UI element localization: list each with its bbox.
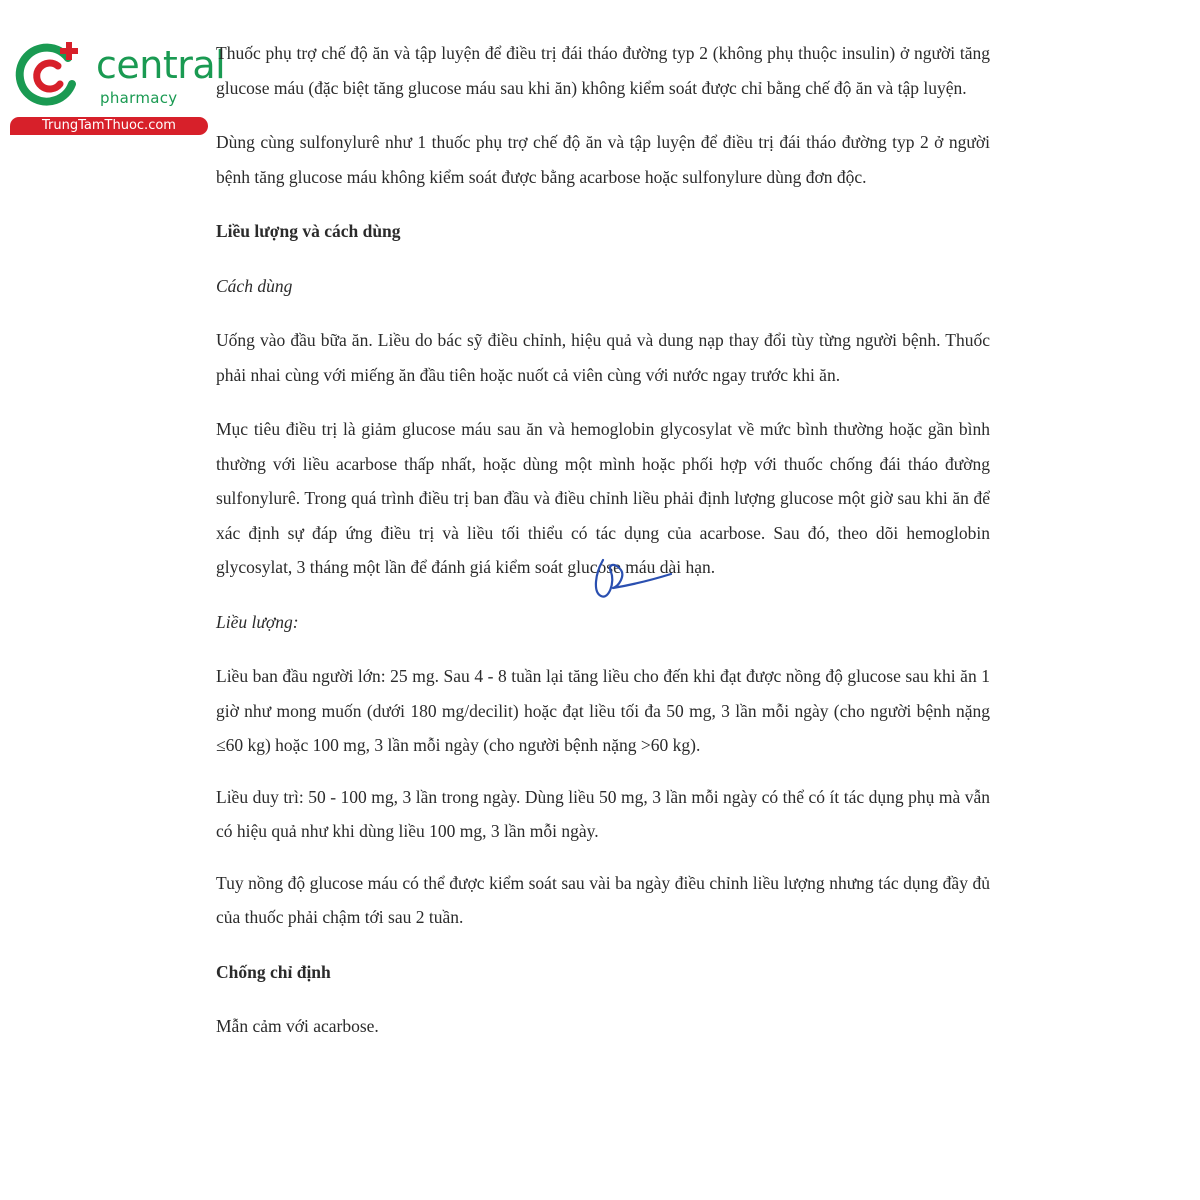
paragraph-maintenance-dose: Liều duy trì: 50 - 100 mg, 3 lần trong ngày. Dùng liều 50 mg, 3 lần mỗi ngày có thể có ít tác dụng phụ mà vẫn có hiệu quả như khi dùng liều 100 mg, 3 lần mỗi ngày. bbox=[216, 786, 990, 841]
paragraph-administration: Uống vào đầu bữa ăn. Liều do bác sỹ điều chỉnh, hiệu quả và dung nạp thay đổi tùy từng người bệnh. Thuốc phải nhai cùng với miếng ăn đầu tiên hoặc nuốt cả viên cùng với nước ngay trước khi ăn. bbox=[216, 330, 990, 385]
paragraph-indication-1: Thuốc phụ trợ chế độ ăn và tập luyện để điều trị đái tháo đường typ 2 (không phụ thuộc insulin) ở người tăng glucose máu (đặc biệt tăng glucose máu sau khi ăn) không kiểm soát được chỉ bằng chế độ ăn và tập luyện. bbox=[216, 43, 990, 98]
paragraph-indication-2: Dùng cùng sulfonylurê như 1 thuốc phụ trợ chế độ ăn và tập luyện để điều trị đái tháo đường typ 2 ở người bệnh tăng glucose máu không kiểm soát được bằng acarbose hoặc sulfonylure dùng đơn độc. bbox=[216, 132, 990, 187]
paragraph-glucose-control: Tuy nồng độ glucose máu có thể được kiểm soát sau vài ba ngày điều chỉnh liều lượng nhưng tác dụng đầy đủ của thuốc phải chậm tới sau 2 tuần. bbox=[216, 872, 990, 927]
logo-website: TrungTamThuoc.com bbox=[10, 117, 208, 135]
document-body bbox=[216, 36, 990, 1044]
paragraph-initial-dose: Liều ban đầu người lớn: 25 mg. Sau 4 - 8 tuần lại tăng liều cho đến khi đạt được nồng độ glucose sau khi ăn 1 giờ như mong muốn (dưới 180 mg/decilit) hoặc đạt liều tối đa 50 mg, 3 lần mỗi ngày (cho người bệnh nặng ≤60 kg) hoặc 100 mg, 3 lần mỗi ngày (cho người bệnh nặng >60 kg). bbox=[216, 666, 990, 755]
subheading-administration: Cách dùng bbox=[216, 275, 293, 296]
logo-brand-name: central bbox=[96, 43, 226, 87]
subheading-dosage: Liều lượng: bbox=[216, 611, 299, 632]
paragraph-treatment-goal: Mục tiêu điều trị là giảm glucose máu sau ăn và hemoglobin glycosylat về mức bình thường hoặc gần bình thường với liều acarbose thấp nhất, hoặc dùng một mình hoặc phối hợp với thuốc chống đái tháo đường sulfonylurê. Trong quá trình điều trị ban đầu và điều chỉnh liều phải định lượng glucose một giờ sau khi ăn để xác định sự đáp ứng điều trị và liều tối thiểu có tác dụng của acarbose. Sau đó, theo dõi hemoglobin glycosylat, 3 tháng một lần để đánh giá kiểm soát glucose máu dài hạn. bbox=[216, 419, 990, 577]
paragraph-hypersensitivity: Mẫn cảm với acarbose. bbox=[216, 1016, 379, 1036]
heading-contraindications: Chống chỉ định bbox=[216, 961, 331, 982]
logo bbox=[10, 36, 226, 136]
heading-dosage-administration: Liều lượng và cách dùng bbox=[216, 221, 401, 241]
logo-subtitle: pharmacy bbox=[100, 89, 178, 107]
central-pharmacy-logo-icon bbox=[10, 36, 90, 116]
